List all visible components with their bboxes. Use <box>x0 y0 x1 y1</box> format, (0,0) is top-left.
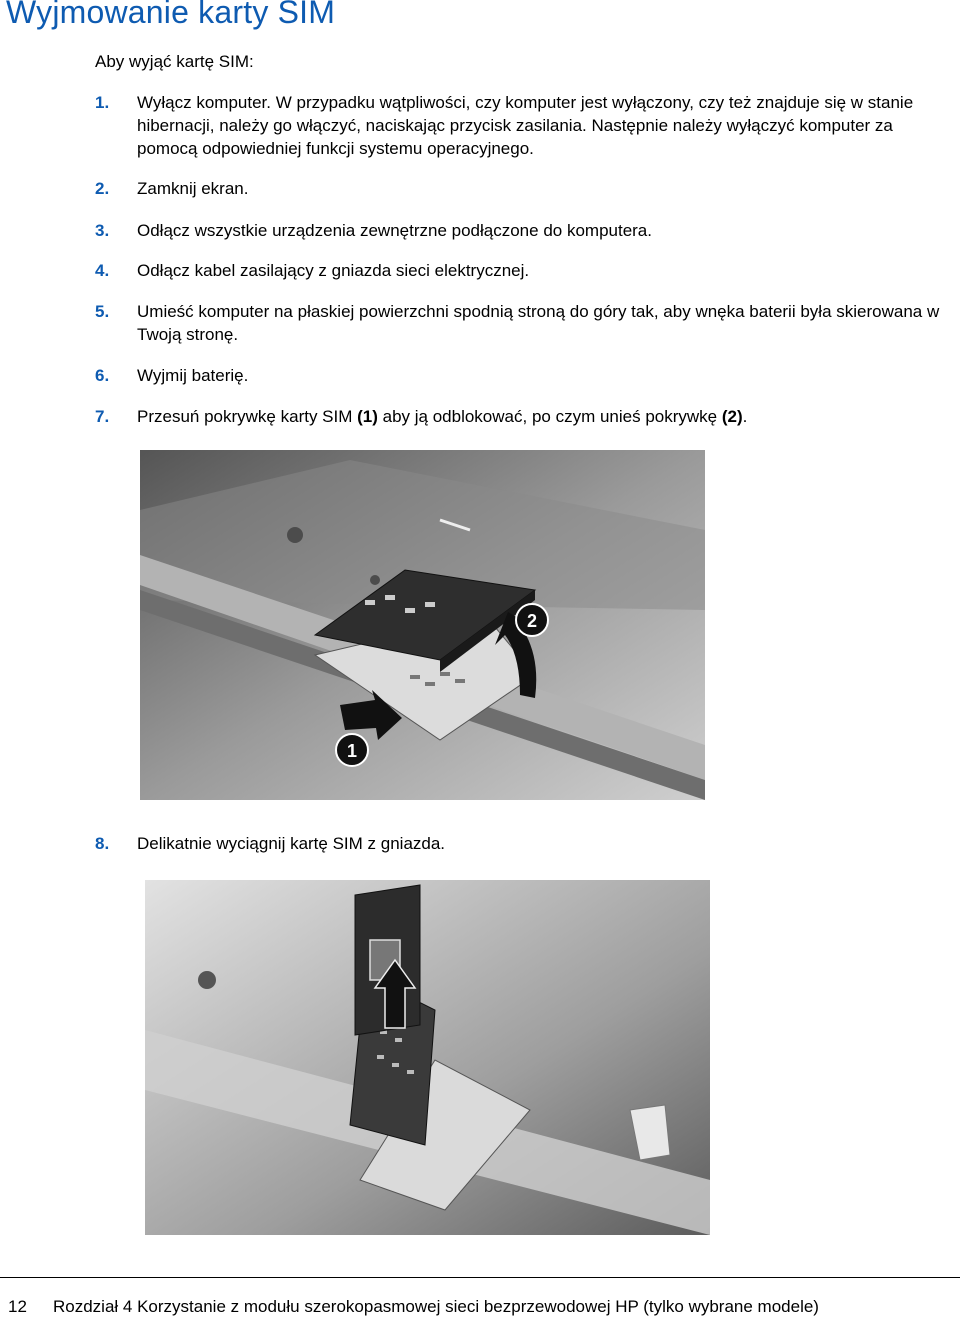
step-text: Delikatnie wyciągnij kartę SIM z gniazda. <box>137 834 446 853</box>
step-text-part: Przesuń pokrywkę karty SIM <box>137 407 358 426</box>
step-text: Wyjmij baterię. <box>137 366 249 385</box>
callout-ref-1: (1) <box>357 407 378 426</box>
footer-text: Rozdział 4 Korzystanie z modułu szerokopasmowej sieci bezprzewodowej HP (tylko wybrane modele) <box>53 1297 819 1316</box>
step-text: Odłącz wszystkie urządzenia zewnętrzne podłączone do komputera. <box>137 221 652 240</box>
page-footer <box>0 1277 960 1316</box>
step-6 <box>95 364 955 387</box>
page-title: Wyjmowanie karty SIM <box>6 0 336 30</box>
step-number: 3. <box>95 221 110 240</box>
step-7 <box>95 405 955 428</box>
page-number: 12 <box>8 1297 27 1316</box>
step-text-part: . <box>742 407 748 426</box>
step-5 <box>95 300 955 346</box>
screw-hole-icon <box>198 971 216 989</box>
step-4 <box>95 259 955 282</box>
step-text <box>137 405 955 428</box>
step-1 <box>95 91 955 160</box>
step-text: Odłącz kabel zasilający z gniazda sieci elektrycznej. <box>137 261 530 280</box>
step-text: Wyłącz komputer. W przypadku wątpliwości, czy komputer jest wyłączony, czy też znajduje się w stanie hibernacji, należy go włączyć, naciskając przycisk zasilania. Następnie należy wyłączyć komputer za pomocą odpowiedniej funkcji systemu operacyjnego. <box>137 93 914 158</box>
intro-text: Aby wyjąć kartę SIM: <box>95 52 254 71</box>
screw-hole-icon <box>370 575 380 585</box>
sim-removal-illustration <box>145 880 710 1235</box>
step-text-part: aby ją odblokować, po czym unieś pokrywkę <box>377 407 722 426</box>
step-number: 6. <box>95 366 110 385</box>
callout-2-label: 2 <box>526 611 538 631</box>
step-number: 7. <box>95 407 110 426</box>
step-number: 8. <box>95 834 110 853</box>
step-number: 1. <box>95 93 110 112</box>
callout-ref-2: (2) <box>721 407 743 426</box>
step-2 <box>95 177 955 200</box>
step-text: Umieść komputer na płaskiej powierzchni spodnią stroną do góry tak, aby wnęka baterii była skierowana w Twoją stronę. <box>137 302 940 344</box>
callout-1-label: 1 <box>346 741 358 761</box>
step-text: Zamknij ekran. <box>137 179 249 198</box>
step-8 <box>95 832 955 855</box>
step-number: 5. <box>95 302 110 321</box>
step-number: 2. <box>95 179 110 198</box>
step-number: 4. <box>95 261 110 280</box>
screw-hole-icon <box>287 527 303 543</box>
sim-cover-illustration <box>140 450 705 800</box>
step-3 <box>95 219 955 242</box>
